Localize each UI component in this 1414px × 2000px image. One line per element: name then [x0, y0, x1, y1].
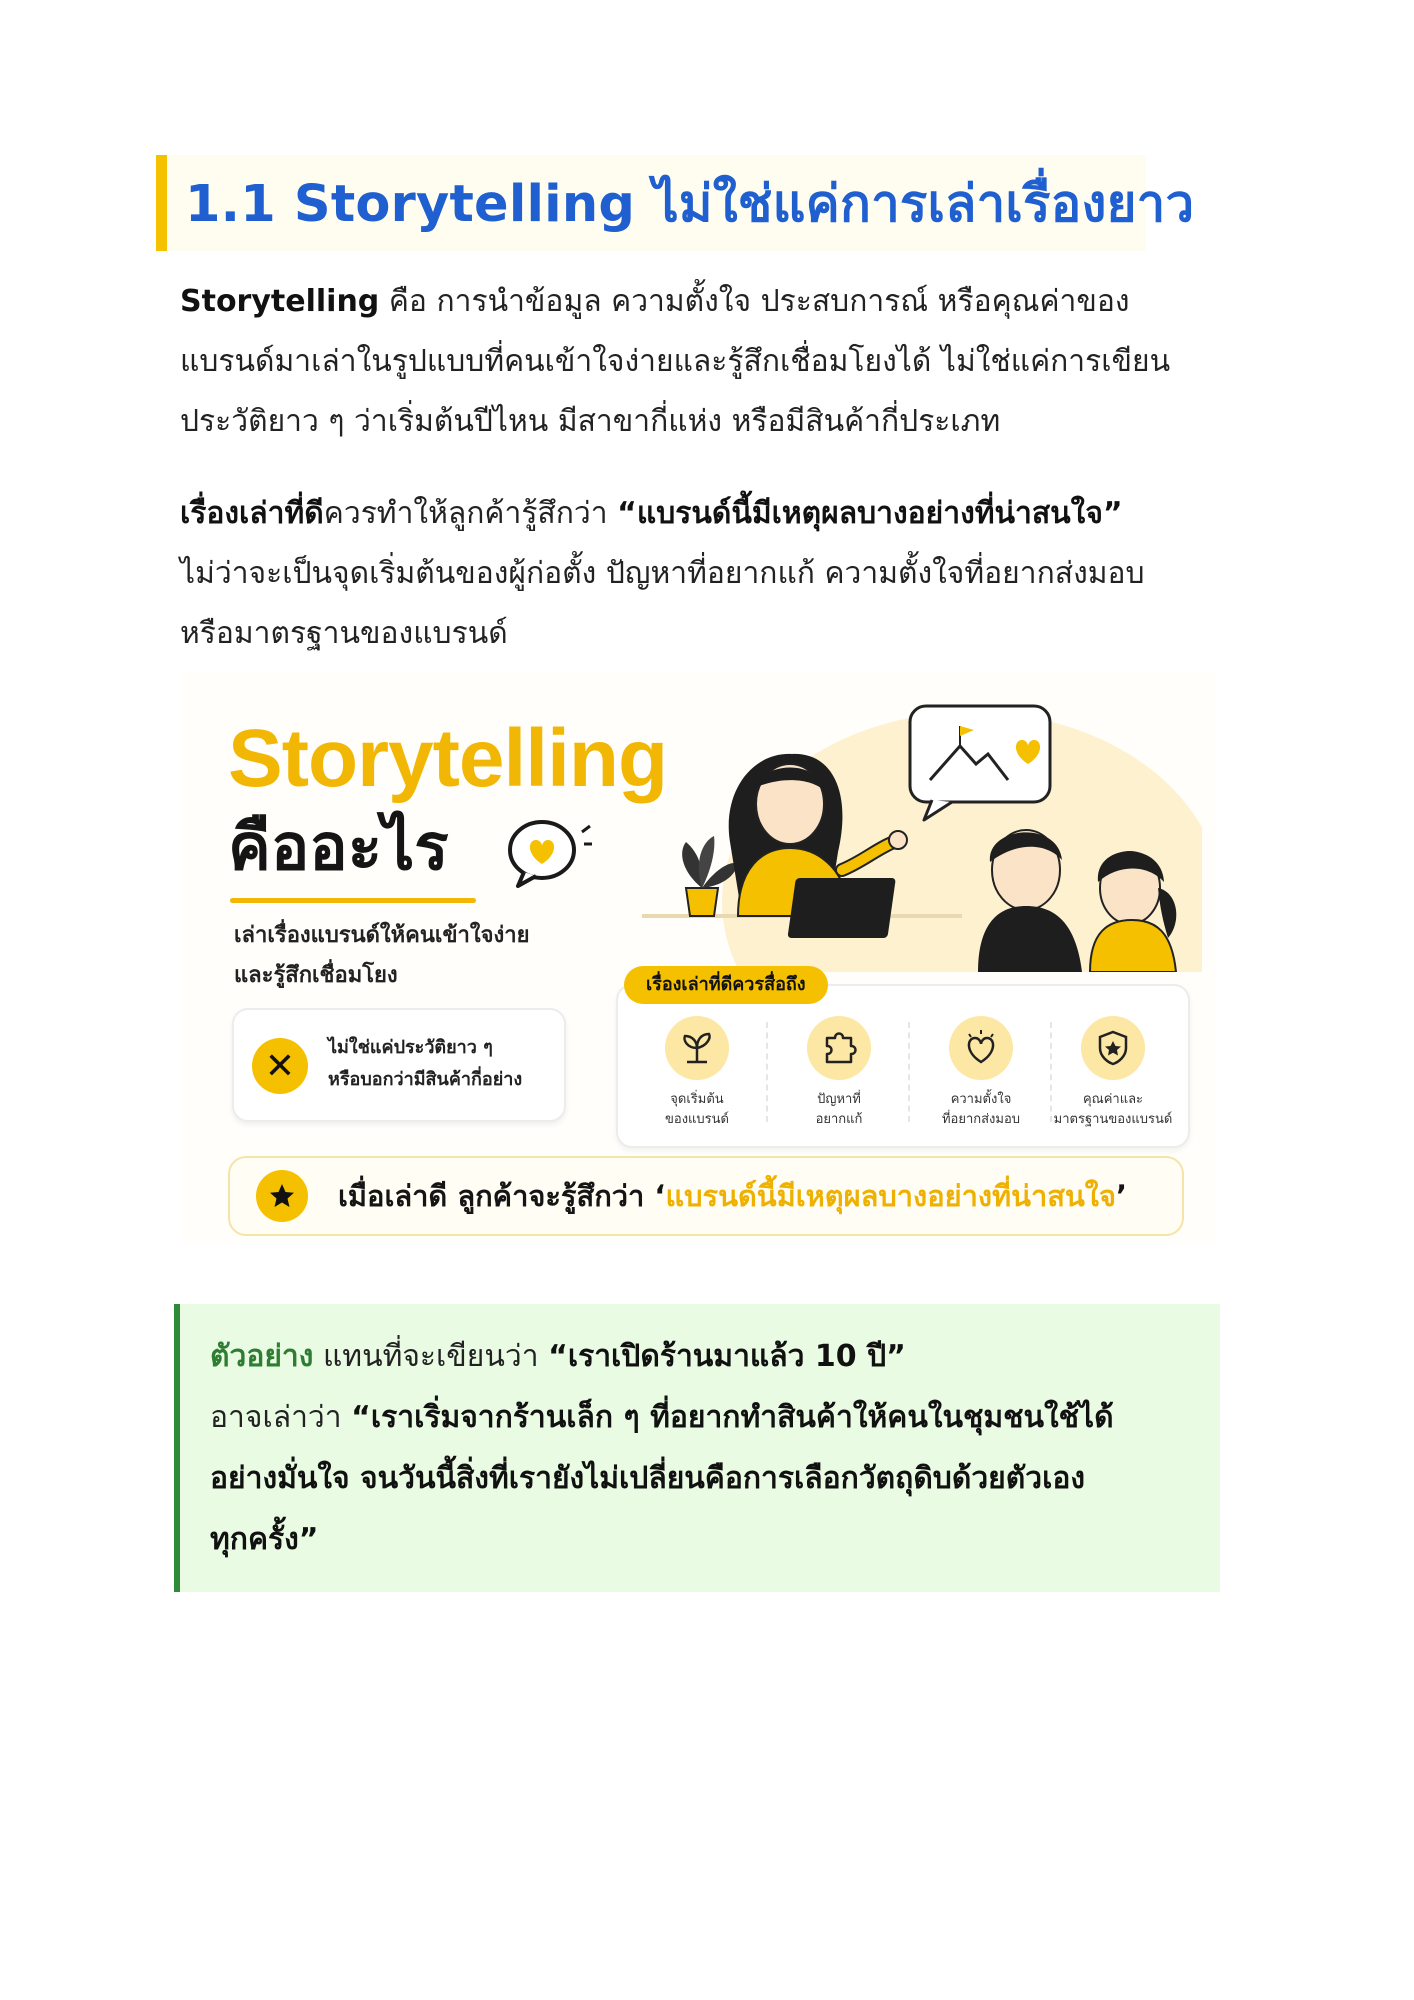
paragraph2-quote: “แบรนด์นี้มีเหตุผลบางอย่างที่น่าสนใจ” [617, 496, 1123, 531]
example-tag: ตัวอย่าง [210, 1339, 314, 1374]
example-quote2-line2: อย่างมั่นใจ จนวันนี้สิ่งที่เรายังไม่เปลี่ยนคือการเลือกวัตถุดิบด้วยตัวเอง [210, 1461, 1085, 1496]
paragraph1-line1: คือ การนำข้อมูล ความตั้งใจ ประสบการณ์ หรือคุณค่าของ [379, 284, 1130, 319]
topic-value-line2: มาตรฐานของแบรนด์ [1053, 1112, 1173, 1127]
puzzle-icon [807, 1016, 871, 1080]
result-text [338, 1158, 1127, 1234]
result-highlight: แบรนด์นี้มีเหตุผลบางอย่างที่น่าสนใจ [665, 1179, 1116, 1213]
section-heading [156, 155, 1195, 251]
section-title: 1.1 Storytelling ไม่ใช่แค่การเล่าเรื่องยาว [185, 174, 1195, 234]
topic-origin-line2: ของแบรนด์ [665, 1112, 729, 1127]
storytelling-infographic [182, 672, 1216, 1244]
not-just-history-card [232, 1008, 566, 1122]
infographic-title: Storytelling [228, 713, 668, 804]
good-story-topics-card [616, 984, 1190, 1148]
cross-icon: ✕ [252, 1038, 308, 1094]
paragraph-good-story [180, 484, 1220, 664]
paragraph2-lead-rest: ควรทำให้ลูกค้ารู้สึกว่า [323, 496, 618, 531]
heart-icon [949, 1016, 1013, 1080]
topic-intention-line2: ที่อยากส่งมอบ [941, 1112, 1021, 1127]
example-quote1: “เราเปิดร้านมาแล้ว 10 ปี” [548, 1339, 906, 1374]
example-quote2-line3: ทุกครั้ง” [210, 1522, 319, 1557]
not-line1: ไม่ใช่แค่ประวัติยาว ๆ [328, 1037, 493, 1058]
paragraph2-line2: ไม่ว่าจะเป็นจุดเริ่มต้นของผู้ก่อตั้ง ปัญหาที่อยากแก้ ความตั้งใจที่อยากส่งมอบ [180, 556, 1145, 591]
subtitle-line1: เล่าเรื่องแบรนด์ให้คนเข้าใจง่าย [234, 923, 530, 948]
storytelling-illustration [642, 692, 1202, 972]
term-storytelling: Storytelling [180, 284, 380, 319]
topic-value-line1: คุณค่าและ [1082, 1092, 1144, 1107]
topic-value [1042, 1016, 1184, 1130]
chat-heart-icon [504, 814, 594, 894]
infographic-subtitle [234, 916, 594, 996]
not-just-history-text [328, 1032, 558, 1096]
sprout-icon [665, 1016, 729, 1080]
result-suffix: ’ [1115, 1179, 1127, 1213]
paragraph2-line3: หรือมาตรฐานของแบรนด์ [180, 616, 508, 651]
topic-origin-line1: จุดเริ่มต้น [670, 1092, 724, 1107]
topics-label-pill: เรื่องเล่าที่ดีควรสื่อถึง [624, 966, 828, 1004]
good-story-lead: เรื่องเล่าที่ดี [180, 496, 324, 531]
topic-intention [910, 1016, 1052, 1130]
subtitle-line2: และรู้สึกเชื่อมโยง [234, 963, 398, 988]
topic-problem [768, 1016, 910, 1130]
topic-intention-line1: ความตั้งใจ [950, 1092, 1012, 1107]
paragraph-definition [180, 272, 1220, 452]
topic-problem-line1: ปัญหาที่ [817, 1092, 861, 1107]
title-underline [230, 898, 476, 903]
topic-problem-line2: อยากแก้ [815, 1112, 863, 1127]
shield-star-icon [1081, 1016, 1145, 1080]
result-bar [228, 1156, 1184, 1236]
result-prefix: เมื่อเล่าดี ลูกค้าจะรู้สึกว่า ‘ [338, 1179, 666, 1213]
topic-origin [626, 1016, 768, 1130]
idea-speech-bubble [910, 706, 1050, 820]
example-text [210, 1326, 1210, 1570]
infographic-title-2: คืออะไร [228, 811, 449, 885]
not-line2: หรือบอกว่ามีสินค้ากี่อย่าง [328, 1069, 523, 1090]
star-icon [256, 1170, 308, 1222]
example-quote2-line1: “เราเริ่มจากร้านเล็ก ๆ ที่อยากทำสินค้าให้คนในชุมชนใช้ได้ [351, 1400, 1114, 1435]
paragraph1-line3: ประวัติยาว ๆ ว่าเริ่มต้นปีไหน มีสาขากี่แห่ง หรือมีสินค้ากี่ประเภท [180, 404, 1001, 439]
example-callout [174, 1304, 1220, 1592]
example-line1-mid: แทนที่จะเขียนว่า [313, 1339, 549, 1374]
example-line2-prefix: อาจเล่าว่า [210, 1400, 352, 1435]
paragraph1-line2: แบรนด์มาเล่าในรูปแบบที่คนเข้าใจง่ายและรู้สึกเชื่อมโยงได้ ไม่ใช่แค่การเขียน [180, 344, 1171, 379]
